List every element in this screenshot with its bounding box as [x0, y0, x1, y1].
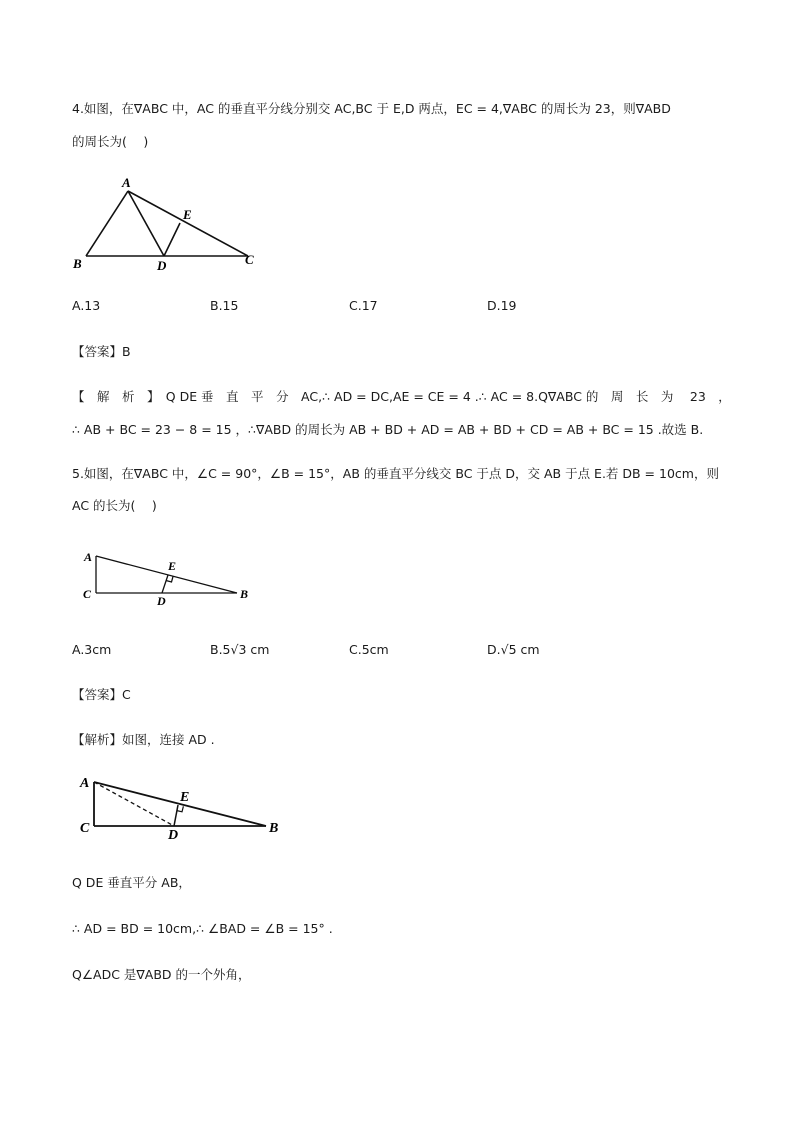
q5-answer: [72, 687, 131, 703]
q5-answer-label: 【答案】: [72, 687, 123, 702]
q5-fig2-label-A: A: [80, 776, 90, 791]
q4-option-d: D.19: [487, 298, 517, 313]
q5-option-c: C.5cm: [349, 642, 389, 657]
q5-stem-line-1: 5.如图，在∇ABC 中，∠C = 90°，∠B = 15°，AB 的垂直平分线交 BC 于点 D，交 AB 于点 E.若 DB = 10cm，则: [72, 466, 719, 481]
q5-answer-value: C: [122, 687, 131, 702]
q5-label-B: B: [240, 587, 249, 601]
q4-analysis-line-2: ∴ AB + BC = 23 − 8 = 15 ，∴∇ABD 的周长为 AB + BD + AD = AB + BD + CD = AB + BC = 15 .故选 B.: [72, 422, 704, 437]
q4-label-E: E: [183, 207, 192, 222]
q5-analysis-step-2: ∴ AD = BD = 10cm,∴ ∠BAD = ∠B = 15° .: [72, 921, 333, 936]
q5-option-d: D.√5 cm: [487, 642, 540, 657]
q5-option-a: A.3cm: [72, 642, 112, 657]
q5-label-D: D: [157, 594, 166, 608]
q4-answer-value: B: [122, 344, 131, 359]
q5-options: [72, 642, 572, 658]
q5-figure: [72, 542, 282, 610]
q4-stem-line-2: 的周长为( ): [72, 134, 149, 149]
q4-label-D: D: [157, 258, 167, 272]
q4-figure: [72, 172, 272, 272]
q4-options: [72, 298, 572, 314]
q5-label-E: E: [168, 559, 177, 573]
q5-analysis-figure: [72, 770, 287, 840]
q4-label-B: B: [73, 256, 82, 271]
q5-fig2-label-B: B: [269, 821, 279, 836]
q5-label-A: A: [84, 550, 93, 564]
q5-analysis-step-3: Q∠ADC 是∇ABD 的一个外角，: [72, 967, 251, 982]
q4-option-b: B.15: [210, 298, 239, 313]
q5-fig2-label-E: E: [180, 790, 190, 805]
q5-analysis-step-1: Q DE 垂直平分 AB，: [72, 875, 191, 890]
q4-answer-label: 【答案】: [72, 344, 123, 359]
q5-analysis-intro: 【解析】如图，连接 AD .: [72, 732, 215, 747]
q5-label-C: C: [83, 587, 92, 601]
q5-fig2-label-D: D: [168, 828, 179, 840]
q4-answer: [72, 344, 131, 360]
q5-option-b: B.5√3 cm: [210, 642, 270, 657]
q4-analysis-line-1: 【 解 析 】 Q DE 垂 直 平 分 AC,∴ AD = DC,AE = CE = 4 .∴ AC = 8.Q∇ABC 的 周 长 为 23 ，: [72, 389, 731, 404]
q5-fig2-label-C: C: [80, 821, 90, 836]
q4-option-a: A.13: [72, 298, 101, 313]
q4-option-c: C.17: [349, 298, 378, 313]
q5-stem-line-2: AC 的长为( ): [72, 498, 157, 513]
q4-label-C: C: [245, 252, 254, 267]
q4-label-A: A: [122, 175, 131, 190]
q4-stem-line-1: 4.如图，在∇ABC 中，AC 的垂直平分线分别交 AC,BC 于 E,D 两点，EC = 4,∇ABC 的周长为 23，则∇ABD: [72, 101, 671, 116]
